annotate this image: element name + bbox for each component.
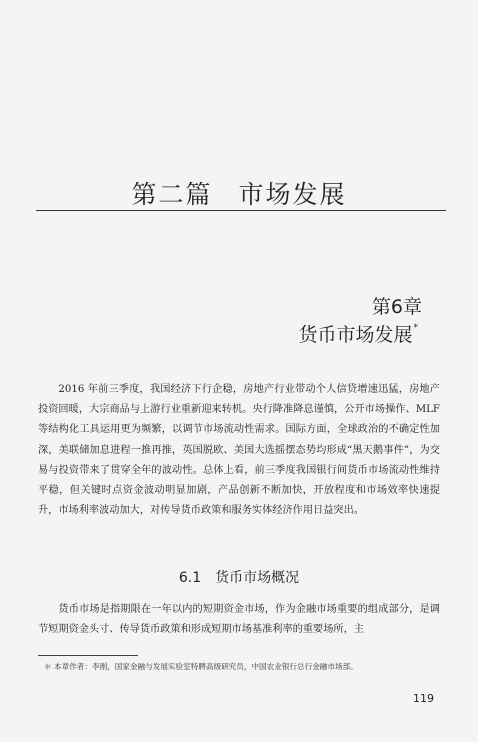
section-number: 6.1	[178, 570, 202, 586]
footnote-marker: *	[413, 322, 418, 333]
chapter-title: 货币市场发展	[298, 324, 413, 346]
footnote: ＊ 本章作者：李刚，国家金融与发展实验室特聘高级研究员，中国农业银行总行金融市场部。	[44, 662, 358, 671]
part-heading	[0, 175, 478, 211]
part-number: 第二篇	[131, 180, 213, 209]
page-number: 119	[413, 692, 434, 705]
chapter-number: 第6章	[371, 296, 422, 318]
part-divider	[36, 210, 446, 211]
section-title: 货币市场概况	[215, 570, 300, 586]
section-heading	[0, 567, 478, 587]
section-paragraph: 货币市场是指期限在一年以内的短期资金市场，作为金融市场重要的组成部分，是调节短期资金头寸、传导货币政策和形成短期市场基准利率的重要场所，主	[38, 604, 440, 636]
footnote-divider	[38, 655, 138, 656]
intro-text	[38, 380, 440, 521]
intro-paragraph: 2016 年前三季度，我国经济下行企稳，房地产行业带动个人信贷增速迅猛，房地产投资回暖，大宗商品与上游行业重新迎来转机。央行降准降息谨慎，公开市场操作、MLF 等结构化工具运用更为频繁，以调节市场流动性需求。国际方面，全球政治的不确定性加深，美联储加息进程一推再推，英国脱欧、美国大选摇摆态势均形成“黑天鹅事件”，为交易与投资带来了贯穿全年的波动性。总体上看，前三季度我国银行间货币市场流动性维持平稳，但关键时点资金波动明显加剧，产品创新不断加快，开放程度和市场效率快速提升，市场利率波动加大，对传导货币政策和服务实体经济作用日益突出。	[38, 384, 440, 517]
chapter-heading	[298, 320, 418, 347]
section-text	[38, 600, 440, 640]
part-title: 市场发展	[238, 180, 347, 209]
